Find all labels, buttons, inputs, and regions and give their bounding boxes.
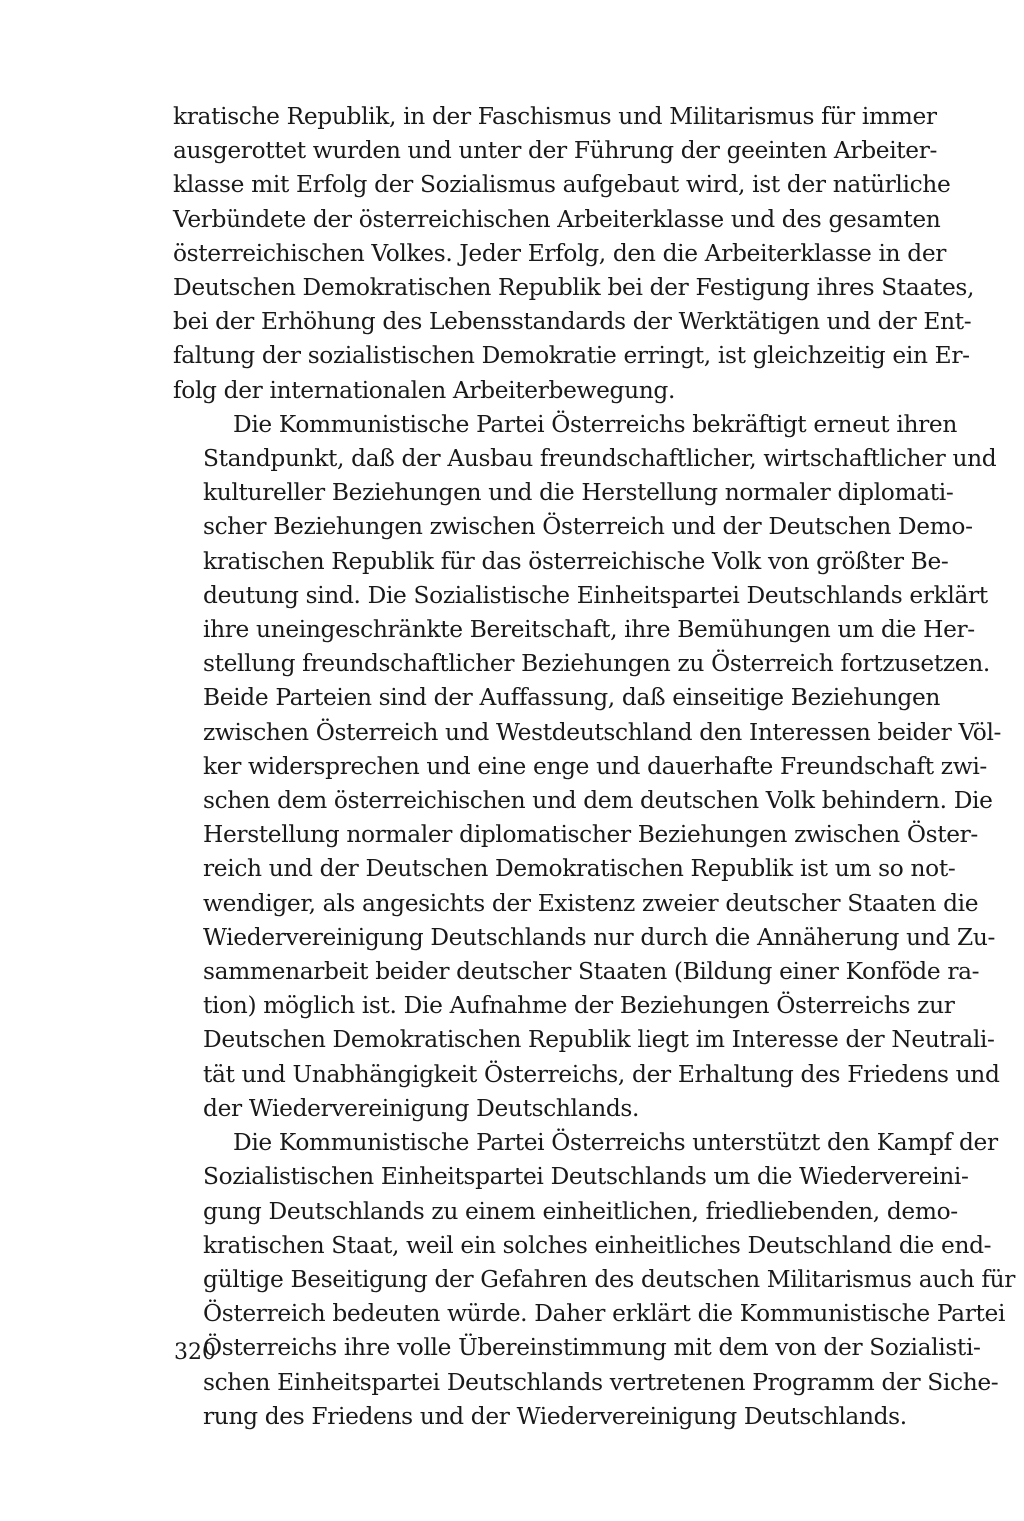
text-line: gung Deutschlands zu einem einheitlichen, friedliebenden, demo- bbox=[203, 1197, 958, 1225]
text-line: wendiger, als angesichts der Existenz zweier deutscher Staaten die bbox=[203, 889, 979, 917]
text-line: deutung sind. Die Sozialistische Einheitspartei Deutschlands erklärt bbox=[203, 581, 988, 609]
text-line: ihre uneingeschränkte Bereitschaft, ihre Bemühungen um die Her- bbox=[203, 616, 975, 644]
text-line: Die Kommunistische Partei Österreichs bekräftigt erneut ihren bbox=[233, 410, 958, 438]
text-line: ker widersprechen und eine enge und dauerhafte Freundschaft zwi- bbox=[203, 752, 987, 780]
text-line: Sozialistischen Einheitspartei Deutschlands um die Wiedervereini- bbox=[203, 1163, 969, 1191]
text-line: folg der internationalen Arbeiterbewegung. bbox=[173, 376, 676, 404]
text-line: scher Beziehungen zwischen Österreich und der Deutschen Demo- bbox=[203, 513, 973, 541]
text-line: Verbündete der österreichischen Arbeiterklasse und des gesamten bbox=[173, 205, 941, 233]
text-line: tion) möglich ist. Die Aufnahme der Beziehungen Österreichs zur bbox=[203, 992, 955, 1020]
text-line: sammenarbeit beider deutscher Staaten (Bildung einer Konföde ra- bbox=[203, 958, 980, 986]
text-line: kratischen Republik für das österreichische Volk von größter Be- bbox=[203, 547, 949, 575]
text-line: Österreichs ihre volle Übereinstimmung mit dem von der Sozialisti- bbox=[203, 1334, 981, 1362]
text-line: schen dem österreichischen und dem deutschen Volk behindern. Die bbox=[203, 787, 993, 815]
text-line: faltung der sozialistischen Demokratie erringt, ist gleichzeitig ein Er- bbox=[173, 342, 970, 370]
paragraph bbox=[173, 408, 1002, 1126]
text-line: Beide Parteien sind der Auffassung, daß einseitige Beziehungen bbox=[203, 684, 941, 712]
text-line: tät und Unabhängigkeit Österreichs, der Erhaltung des Friedens und bbox=[203, 1060, 1000, 1088]
text-line: reich und der Deutschen Demokratischen Republik ist um so not- bbox=[203, 855, 956, 883]
paragraph bbox=[173, 1126, 1016, 1434]
text-line: kultureller Beziehungen und die Herstellung normaler diplomati- bbox=[203, 479, 954, 507]
text-line: gültige Beseitigung der Gefahren des deutschen Militarismus auch für bbox=[203, 1265, 1016, 1293]
text-line: bei der Erhöhung des Lebensstandards der Werktätigen und der Ent- bbox=[173, 308, 972, 336]
text-line: Deutschen Demokratischen Republik liegt im Interesse der Neutrali- bbox=[203, 1026, 995, 1054]
text-line: Deutschen Demokratischen Republik bei der Festigung ihres Staates, bbox=[173, 274, 975, 302]
page-number: 320 bbox=[174, 1340, 216, 1365]
text-line: der Wiedervereinigung Deutschlands. bbox=[203, 1094, 640, 1122]
text-line: schen Einheitspartei Deutschlands vertretenen Programm der Siche- bbox=[203, 1368, 999, 1396]
text-line: Österreich bedeuten würde. Daher erklärt die Kommunistische Partei bbox=[203, 1300, 1006, 1328]
text-line: österreichischen Volkes. Jeder Erfolg, den die Arbeiterklasse in der bbox=[173, 239, 947, 267]
text-line: kratische Republik, in der Faschismus und Militarismus für immer bbox=[173, 103, 937, 130]
text-line: kratischen Staat, weil ein solches einheitliches Deutschland die end- bbox=[203, 1231, 992, 1259]
text-line: Herstellung normaler diplomatischer Beziehungen zwischen Öster- bbox=[203, 821, 978, 849]
text-line: klasse mit Erfolg der Sozialismus aufgebaut wird, ist der natürliche bbox=[173, 171, 951, 199]
text-line: Die Kommunistische Partei Österreichs unterstützt den Kampf der bbox=[233, 1129, 998, 1157]
text-line: stellung freundschaftlicher Beziehungen zu Österreich fortzusetzen. bbox=[203, 650, 990, 678]
text-line: ausgerottet wurden und unter der Führung der geeinten Arbeiter- bbox=[173, 137, 938, 165]
paragraph bbox=[173, 100, 975, 408]
text-line: rung des Friedens und der Wiedervereinigung Deutschlands. bbox=[203, 1402, 907, 1430]
text-line: zwischen Österreich und Westdeutschland den Interessen beider Völ- bbox=[203, 718, 1002, 746]
page-body bbox=[173, 100, 1016, 1434]
text-line: Wiedervereinigung Deutschlands nur durch die Annäherung und Zu- bbox=[203, 923, 996, 951]
text-line: Standpunkt, daß der Ausbau freundschaftlicher, wirtschaftlicher und bbox=[203, 445, 997, 473]
